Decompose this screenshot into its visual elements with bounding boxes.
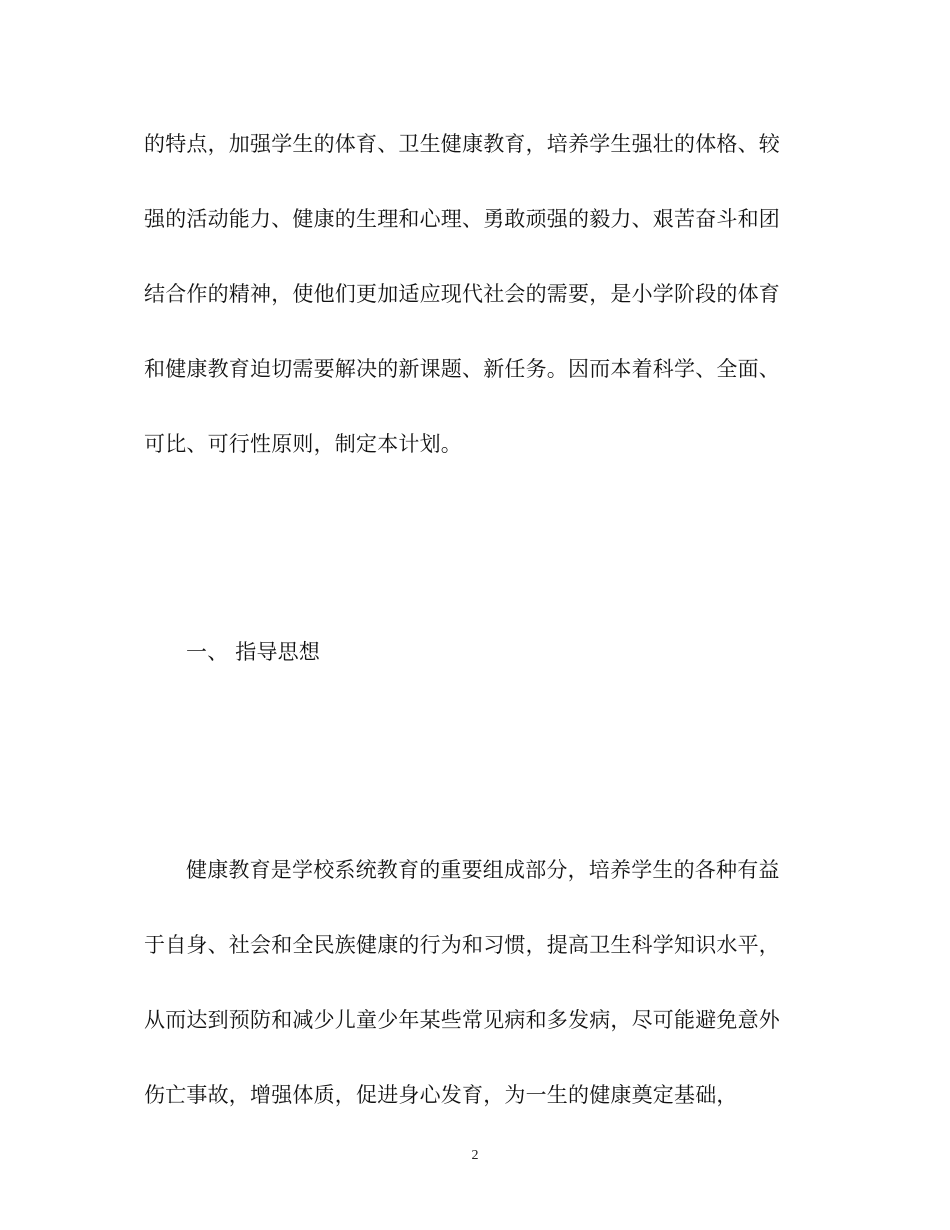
paragraph-1-line-2: 强的活动能力、健康的生理和心理、勇敢顽强的毅力、艰苦奋斗和团 [144, 207, 780, 231]
paragraph-1-line-1: 的特点，加强学生的体育、卫生健康教育，培养学生强壮的体格、较 [144, 132, 780, 156]
paragraph-2-line-3: 从而达到预防和减少儿童少年某些常见病和多发病，尽可能避免意外 [144, 1008, 780, 1032]
paragraph-2-line-1: 健康教育是学校系统教育的重要组成部分，培养学生的各种有益 [186, 858, 780, 882]
paragraph-1-line-4: 和健康教育迫切需要解决的新课题、新任务。因而本着科学、全面、 [144, 357, 780, 381]
paragraph-1-line-3: 结合作的精神，使他们更加适应现代社会的需要，是小学阶段的体育 [144, 282, 780, 306]
paragraph-2-line-2: 于自身、社会和全民族健康的行为和习惯，提高卫生科学知识水平， [144, 933, 780, 957]
paragraph-2-line-4: 伤亡事故，增强体质，促进身心发育，为一生的健康奠定基础， [144, 1083, 738, 1107]
section-heading: 一、 指导思想 [186, 640, 321, 664]
page-number: 2 [471, 1148, 479, 1163]
paragraph-1-line-5: 可比、可行性原则，制定本计划。 [144, 432, 462, 456]
